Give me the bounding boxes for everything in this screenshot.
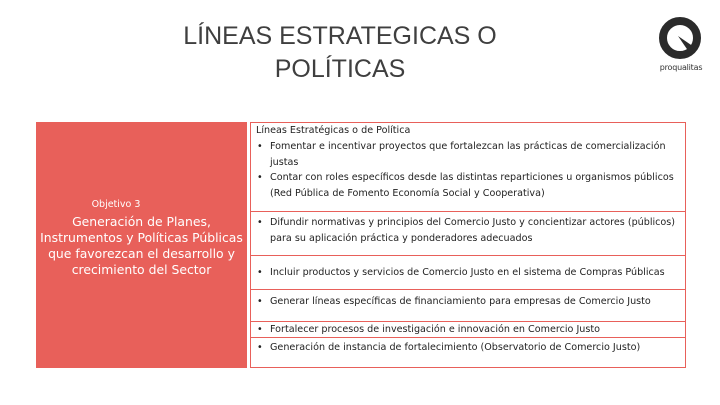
lines-row-6	[251, 337, 685, 368]
line-item-text: Fortalecer procesos de investigación e innovación en Comercio Justo	[270, 324, 600, 335]
line-item	[255, 265, 681, 281]
objective-panel	[36, 122, 247, 368]
line-item-text: Incluir productos y servicios de Comercio Justo en el sistema de Compras Públicas	[270, 267, 665, 278]
bullet-icon: •	[257, 217, 263, 228]
line-item-text: Fomentar e incentivar proyectos que fortalezcan las prácticas de comercialización justas	[270, 141, 666, 168]
logo-text: proqualitas	[659, 63, 703, 72]
line-item-text: Generar líneas específicas de financiamiento para empresas de Comercio Justo	[270, 296, 651, 307]
line-item	[255, 139, 681, 170]
line-item	[255, 340, 681, 356]
line-item	[255, 215, 681, 246]
line-item-text: Generación de instancia de fortalecimiento (Observatorio de Comercio Justo)	[270, 342, 641, 353]
bullet-icon: •	[257, 296, 263, 307]
lines-header: Líneas Estratégicas o de Política	[256, 125, 411, 136]
bullet-icon: •	[257, 141, 263, 152]
bullet-icon: •	[257, 342, 263, 353]
objective-label: Objetivo 3	[91, 199, 141, 210]
strategic-lines-panel	[250, 122, 686, 368]
bullet-icon: •	[257, 172, 263, 183]
bullet-icon: •	[257, 324, 263, 335]
lines-row-4	[251, 289, 685, 322]
lines-row-3	[251, 255, 685, 290]
bullet-icon: •	[257, 267, 263, 278]
lines-row-2	[251, 211, 685, 256]
line-item-text: Contar con roles específicos desde las distintas reparticiones u organismos públicos (Red Pública de Fomento Economía Social y Cooperativa)	[270, 172, 674, 199]
slide-title: LÍNEAS ESTRATEGICAS O POLÍTICAS	[183, 22, 497, 83]
objective-text: Generación de Planes, Instrumentos y Políticas Públicas que favorezcan el desarrollo y crecimiento del Sector	[40, 214, 243, 277]
proqualitas-logo	[652, 16, 710, 78]
line-item	[255, 294, 681, 310]
line-item-text: Difundir normativas y principios del Comercio Justo y concientizar actores (públicos) para su aplicación práctica y ponderadores adecuados	[270, 217, 676, 244]
q-logo-icon	[652, 16, 710, 64]
line-item	[255, 322, 681, 338]
line-item	[255, 170, 681, 201]
lines-row-1	[251, 123, 685, 199]
